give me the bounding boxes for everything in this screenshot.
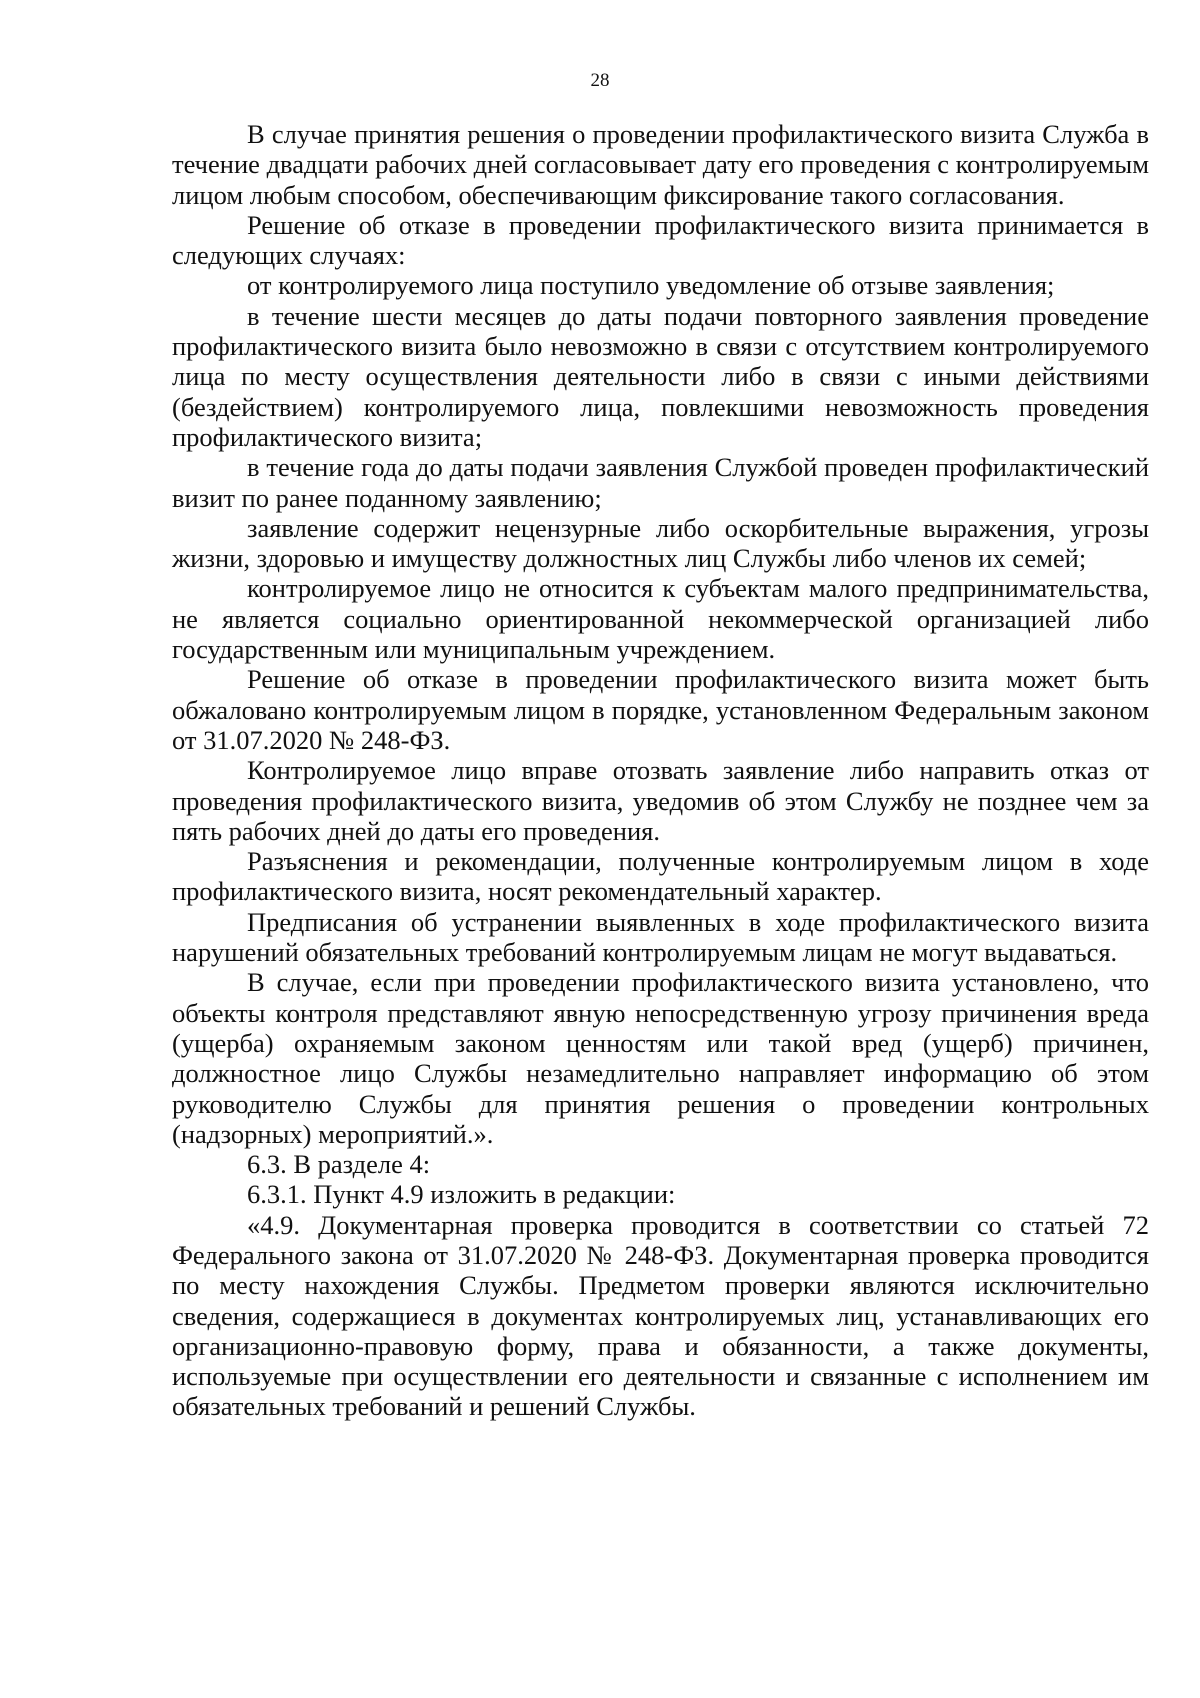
paragraph: 6.3. В разделе 4: (247, 1149, 431, 1180)
paragraph: в течение шести месяцев до даты подачи повторного заявления проведение профилактического визита было невозможно в связи с отсутствием контролируемого лица по месту осуществления деятельности либо в связи с иными действиями (бездействием) контролируемого лица, повлекшими невозможность проведения профилактического визита; (172, 300, 1149, 452)
paragraph: «4.9. Документарная проверка проводится в соответствии со статьей 72 Федерального закона от 31.07.2020 № 248-ФЗ. Документарная проверка проводится по месту нахождения Службы. Предметом проверки являются исключительно сведения, содержащиеся в документах контролируемых лиц, устанавливающих его организационно-правовую форму, права и обязанности, а также документы, используемые при осуществлении его деятельности и связанные с исполнением им обязательных требований и решений Службы. (172, 1209, 1149, 1422)
paragraph: заявление содержит нецензурные либо оскорбительные выражения, угрозы жизни, здоровью и имуществу должностных лиц Службы либо членов их семей; (172, 512, 1149, 574)
paragraph: В случае, если при проведении профилактического визита установлено, что объекты контроля представляют явную непосредственную угрозу причинения вреда (ущерба) охраняемым законом ценностям или такой вред (ущерб) причинен, должностное лицо Службы незамедлительно направляет информацию об этом руководителю Службы для принятия решения о проведении контрольных (надзорных) мероприятий.». (172, 967, 1149, 1149)
document-body (172, 119, 1149, 1422)
paragraph: от контролируемого лица поступило уведомление об отзыве заявления; (247, 270, 1055, 301)
paragraph: Предписания об устранении выявленных в ходе профилактического визита нарушений обязательных требований контролируемым лицам не могут выдаваться. (172, 906, 1149, 968)
paragraph: В случае принятия решения о проведении профилактического визита Служба в течение двадцати рабочих дней согласовывает дату его проведения с контролируемым лицом любым способом, обеспечивающим фиксирование такого согласования. (172, 119, 1149, 210)
paragraph: 6.3.1. Пункт 4.9 изложить в редакции: (247, 1179, 676, 1210)
page-number: 28 (590, 70, 610, 91)
paragraph: Разъяснения и рекомендации, полученные контролируемым лицом в ходе профилактического визита, носят рекомендательный характер. (172, 846, 1149, 907)
paragraph: Решение об отказе в проведении профилактического визита может быть обжаловано контролируемым лицом в порядке, установленном Федеральным законом от 31.07.2020 № 248-ФЗ. (172, 664, 1149, 755)
paragraph: Контролируемое лицо вправе отозвать заявление либо направить отказ от проведения профилактического визита, уведомив об этом Службу не позднее чем за пять рабочих дней до даты его проведения. (172, 755, 1149, 846)
paragraph: контролируемое лицо не относится к субъектам малого предпринимательства, не является социально ориентированной некоммерческой организацией либо государственным или муниципальным учреждением. (172, 573, 1149, 665)
paragraph: в течение года до даты подачи заявления Службой проведен профилактический визит по ранее поданному заявлению; (172, 452, 1149, 513)
paragraph: Решение об отказе в проведении профилактического визита принимается в следующих случаях: (172, 209, 1149, 271)
